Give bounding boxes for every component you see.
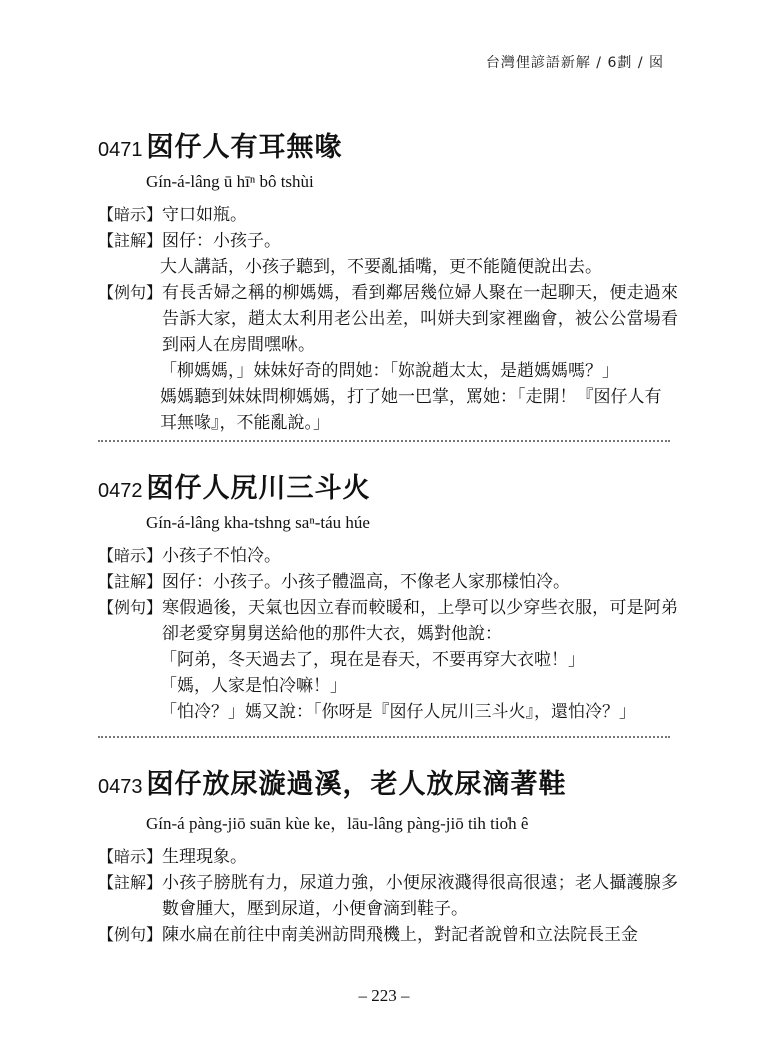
note-text: 囡仔：小孩子。小孩子體溫高，不像老人家那樣怕冷。 — [162, 572, 571, 592]
example-text: 陳水扁在前往中南美洲訪問飛機上，對記者說曾和立法院長王金 — [162, 925, 639, 945]
entry-title: 囡仔人有耳無喙 — [146, 132, 343, 163]
hint-text: 生理現象。 — [162, 847, 248, 867]
note-label: 【註解】 — [98, 873, 163, 892]
entry-title: 囡仔放尿漩過溪，老人放尿滴著鞋 — [146, 769, 567, 800]
hint-row — [98, 202, 678, 228]
entry-heading — [98, 466, 678, 505]
example-line: 媽媽聽到妹妹問柳媽媽，打了她一巴掌，罵她：「走開！『囡仔人有耳無喙』，不能亂說。」 — [160, 387, 662, 433]
note-row — [98, 228, 678, 254]
note-row — [98, 870, 678, 922]
note-text: 囡仔：小孩子。 — [162, 231, 282, 251]
example-label: 【例句】 — [98, 925, 163, 944]
note-text: 小孩子膀胱有力，尿道力強，小便尿液濺得很高很遠；老人攝護腺多數會腫大，壓到尿道，小便會滴到鞋子。 — [162, 873, 678, 919]
example-line: 「媽，人家是怕冷嘛！」 — [160, 676, 347, 696]
example-row — [98, 280, 678, 358]
hint-label: 【暗示】 — [98, 847, 163, 866]
section-divider — [98, 736, 670, 738]
entry-pronunciation: Gín-á-lâng kha-tshng saⁿ-táu húe — [146, 513, 370, 532]
example-text: 寒假過後，天氣也因立春而較暖和，上學可以少穿些衣服，可是阿弟卻老愛穿舅舅送給他的那件大衣，媽對他說： — [162, 598, 678, 644]
entry-number: 0473 — [98, 776, 143, 798]
note-label: 【註解】 — [98, 572, 163, 591]
entry-number: 0471 — [98, 139, 143, 161]
note-label: 【註解】 — [98, 231, 163, 250]
hint-row — [98, 543, 678, 569]
note-extra: 大人講話，小孩子聽到，不要亂插嘴，更不能隨便說出去。 — [160, 257, 602, 277]
example-row — [98, 922, 678, 948]
example-line: 「柳媽媽，」妹妹好奇的問她：「妳說趙太太，是趙媽媽嗎？」 — [160, 361, 619, 381]
hint-label: 【暗示】 — [98, 205, 163, 224]
running-head: 台灣俚諺語新解 / 6劃 / 囡 — [485, 55, 664, 71]
entry-title: 囡仔人尻川三斗火 — [146, 473, 371, 504]
entry-pronunciation: Gín-á pàng-jiō suān kùe ke，lāu-lâng pàng-jiō tih tio̍h ê — [146, 814, 529, 833]
hint-text: 小孩子不怕冷。 — [162, 546, 282, 566]
section-divider — [98, 440, 670, 442]
entry-heading — [98, 125, 678, 164]
hint-row — [98, 844, 678, 870]
entry-pronunciation: Gín-á-lâng ū hīⁿ bô tshùi — [146, 172, 314, 191]
hint-text: 守口如瓶。 — [162, 205, 248, 225]
example-label: 【例句】 — [98, 598, 163, 617]
entry-number: 0472 — [98, 480, 143, 502]
entry-0471 — [98, 125, 678, 436]
example-label: 【例句】 — [98, 283, 163, 302]
example-text: 有長舌婦之稱的柳媽媽，看到鄰居幾位婦人聚在一起聊天，便走過來告訴大家，趙太太利用老公出差，叫姘夫到家裡幽會，被公公當場看到兩人在房間嘿咻。 — [162, 283, 678, 355]
entry-0473 — [98, 762, 678, 948]
page-number: – 223 – — [358, 986, 410, 1005]
entry-heading — [98, 762, 678, 801]
example-line: 「阿弟，冬天過去了，現在是春天，不要再穿大衣啦！」 — [160, 650, 585, 670]
hint-label: 【暗示】 — [98, 546, 163, 565]
example-line: 「怕冷？」媽又說：「你呀是『囡仔人尻川三斗火』，還怕冷？」 — [160, 702, 636, 722]
note-row — [98, 569, 678, 595]
example-row — [98, 595, 678, 647]
entry-0472 — [98, 466, 678, 725]
